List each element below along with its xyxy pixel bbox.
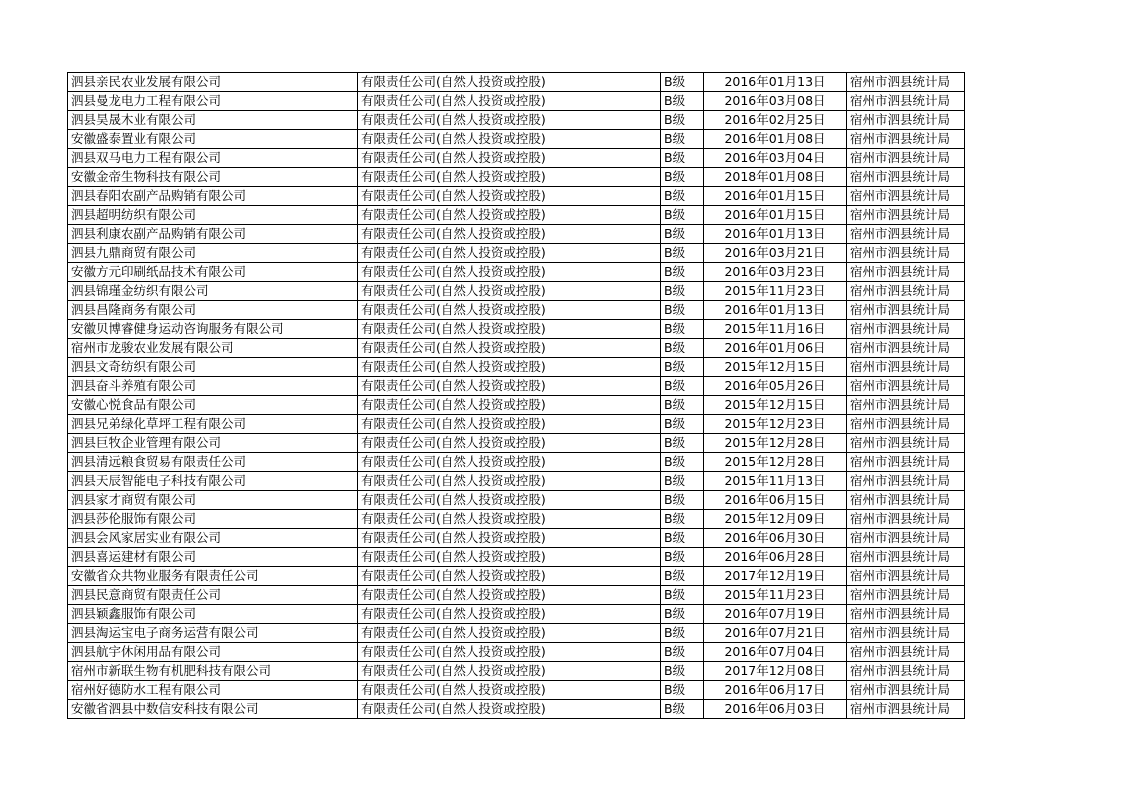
company-name-cell: 安徽省众共物业服务有限责任公司 — [68, 567, 358, 586]
rating-date-cell: 2015年12月15日 — [704, 396, 847, 415]
credit-grade-cell: B级 — [661, 73, 704, 92]
company-type-cell: 有限责任公司(自然人投资或控股) — [358, 339, 661, 358]
company-name-cell: 安徽方元印刷纸品技术有限公司 — [68, 263, 358, 282]
company-type-cell: 有限责任公司(自然人投资或控股) — [358, 73, 661, 92]
credit-grade-cell: B级 — [661, 358, 704, 377]
table-row — [68, 358, 965, 377]
issuing-office-cell: 宿州市泗县统计局 — [847, 643, 965, 662]
rating-date-cell: 2015年12月28日 — [704, 453, 847, 472]
table-row — [68, 187, 965, 206]
rating-date-cell: 2016年01月13日 — [704, 225, 847, 244]
table-row — [68, 206, 965, 225]
company-name-cell: 泗县奋斗养殖有限公司 — [68, 377, 358, 396]
company-name-cell: 泗县家才商贸有限公司 — [68, 491, 358, 510]
company-type-cell: 有限责任公司(自然人投资或控股) — [358, 358, 661, 377]
company-name-cell: 泗县双马电力工程有限公司 — [68, 149, 358, 168]
company-type-cell: 有限责任公司(自然人投资或控股) — [358, 662, 661, 681]
credit-grade-cell: B级 — [661, 662, 704, 681]
table-row — [68, 111, 965, 130]
table-row — [68, 662, 965, 681]
table-row — [68, 168, 965, 187]
company-name-cell: 泗县航宇休闲用品有限公司 — [68, 643, 358, 662]
credit-grade-cell: B级 — [661, 206, 704, 225]
company-type-cell: 有限责任公司(自然人投资或控股) — [358, 396, 661, 415]
credit-grade-cell: B级 — [661, 491, 704, 510]
credit-grade-cell: B级 — [661, 168, 704, 187]
issuing-office-cell: 宿州市泗县统计局 — [847, 510, 965, 529]
table-row — [68, 510, 965, 529]
credit-grade-cell: B级 — [661, 130, 704, 149]
credit-grade-cell: B级 — [661, 244, 704, 263]
rating-date-cell: 2017年12月08日 — [704, 662, 847, 681]
rating-date-cell: 2016年05月26日 — [704, 377, 847, 396]
company-type-cell: 有限责任公司(自然人投资或控股) — [358, 206, 661, 225]
rating-date-cell: 2016年06月15日 — [704, 491, 847, 510]
company-name-cell: 泗县莎伦服饰有限公司 — [68, 510, 358, 529]
issuing-office-cell: 宿州市泗县统计局 — [847, 225, 965, 244]
company-name-cell: 泗县民意商贸有限责任公司 — [68, 586, 358, 605]
table-row — [68, 263, 965, 282]
credit-grade-cell: B级 — [661, 111, 704, 130]
company-name-cell: 泗县清远粮食贸易有限责任公司 — [68, 453, 358, 472]
issuing-office-cell: 宿州市泗县统计局 — [847, 472, 965, 491]
company-name-cell: 安徽省泗县中数信安科技有限公司 — [68, 700, 358, 719]
issuing-office-cell: 宿州市泗县统计局 — [847, 111, 965, 130]
company-type-cell: 有限责任公司(自然人投资或控股) — [358, 111, 661, 130]
credit-grade-cell: B级 — [661, 700, 704, 719]
company-type-cell: 有限责任公司(自然人投资或控股) — [358, 586, 661, 605]
issuing-office-cell: 宿州市泗县统计局 — [847, 700, 965, 719]
table-row — [68, 282, 965, 301]
table-row — [68, 491, 965, 510]
credit-grade-cell: B级 — [661, 472, 704, 491]
table-row — [68, 700, 965, 719]
issuing-office-cell: 宿州市泗县统计局 — [847, 567, 965, 586]
company-type-cell: 有限责任公司(自然人投资或控股) — [358, 320, 661, 339]
company-type-cell: 有限责任公司(自然人投资或控股) — [358, 453, 661, 472]
rating-date-cell: 2016年01月13日 — [704, 73, 847, 92]
company-name-cell: 泗县颖鑫服饰有限公司 — [68, 605, 358, 624]
company-type-cell: 有限责任公司(自然人投资或控股) — [358, 681, 661, 700]
issuing-office-cell: 宿州市泗县统计局 — [847, 605, 965, 624]
rating-date-cell: 2018年01月08日 — [704, 168, 847, 187]
rating-date-cell: 2015年12月09日 — [704, 510, 847, 529]
company-name-cell: 安徽金帝生物科技有限公司 — [68, 168, 358, 187]
credit-grade-cell: B级 — [661, 529, 704, 548]
table-row — [68, 567, 965, 586]
rating-date-cell: 2016年03月04日 — [704, 149, 847, 168]
issuing-office-cell: 宿州市泗县统计局 — [847, 320, 965, 339]
issuing-office-cell: 宿州市泗县统计局 — [847, 92, 965, 111]
issuing-office-cell: 宿州市泗县统计局 — [847, 586, 965, 605]
rating-date-cell: 2016年03月23日 — [704, 263, 847, 282]
table-row — [68, 643, 965, 662]
company-type-cell: 有限责任公司(自然人投资或控股) — [358, 472, 661, 491]
issuing-office-cell: 宿州市泗县统计局 — [847, 301, 965, 320]
rating-date-cell: 2016年01月06日 — [704, 339, 847, 358]
company-type-cell: 有限责任公司(自然人投资或控股) — [358, 700, 661, 719]
credit-grade-cell: B级 — [661, 681, 704, 700]
company-name-cell: 安徽贝博睿健身运动咨询服务有限公司 — [68, 320, 358, 339]
rating-date-cell: 2016年01月15日 — [704, 187, 847, 206]
company-name-cell: 泗县亲民农业发展有限公司 — [68, 73, 358, 92]
company-name-cell: 安徽心悦食品有限公司 — [68, 396, 358, 415]
table-row — [68, 605, 965, 624]
table-row — [68, 130, 965, 149]
table-row — [68, 586, 965, 605]
company-name-cell: 泗县会风家居实业有限公司 — [68, 529, 358, 548]
company-type-cell: 有限责任公司(自然人投资或控股) — [358, 529, 661, 548]
issuing-office-cell: 宿州市泗县统计局 — [847, 415, 965, 434]
credit-grade-cell: B级 — [661, 396, 704, 415]
table-row — [68, 244, 965, 263]
company-name-cell: 宿州好德防水工程有限公司 — [68, 681, 358, 700]
rating-date-cell: 2016年06月17日 — [704, 681, 847, 700]
company-type-cell: 有限责任公司(自然人投资或控股) — [358, 434, 661, 453]
issuing-office-cell: 宿州市泗县统计局 — [847, 168, 965, 187]
issuing-office-cell: 宿州市泗县统计局 — [847, 282, 965, 301]
table-row — [68, 529, 965, 548]
company-credit-table — [67, 72, 965, 719]
company-name-cell: 泗县喜运建材有限公司 — [68, 548, 358, 567]
company-name-cell: 泗县巨牧企业管理有限公司 — [68, 434, 358, 453]
issuing-office-cell: 宿州市泗县统计局 — [847, 434, 965, 453]
company-type-cell: 有限责任公司(自然人投资或控股) — [358, 149, 661, 168]
rating-date-cell: 2016年01月13日 — [704, 301, 847, 320]
company-name-cell: 泗县锦瑾金纺织有限公司 — [68, 282, 358, 301]
credit-grade-cell: B级 — [661, 187, 704, 206]
credit-grade-cell: B级 — [661, 434, 704, 453]
table-row — [68, 339, 965, 358]
table-row — [68, 225, 965, 244]
company-name-cell: 泗县兄弟绿化草坪工程有限公司 — [68, 415, 358, 434]
company-name-cell: 宿州市新联生物有机肥科技有限公司 — [68, 662, 358, 681]
company-type-cell: 有限责任公司(自然人投资或控股) — [358, 282, 661, 301]
credit-grade-cell: B级 — [661, 586, 704, 605]
issuing-office-cell: 宿州市泗县统计局 — [847, 662, 965, 681]
table-row — [68, 301, 965, 320]
company-type-cell: 有限责任公司(自然人投资或控股) — [358, 168, 661, 187]
credit-grade-cell: B级 — [661, 548, 704, 567]
company-name-cell: 泗县昊晟木业有限公司 — [68, 111, 358, 130]
credit-grade-cell: B级 — [661, 282, 704, 301]
table-row — [68, 73, 965, 92]
table-row — [68, 396, 965, 415]
issuing-office-cell: 宿州市泗县统计局 — [847, 491, 965, 510]
credit-grade-cell: B级 — [661, 301, 704, 320]
company-name-cell: 泗县利康农副产品购销有限公司 — [68, 225, 358, 244]
table-row — [68, 548, 965, 567]
company-name-cell: 泗县九鼎商贸有限公司 — [68, 244, 358, 263]
company-name-cell: 泗县超明纺织有限公司 — [68, 206, 358, 225]
company-type-cell: 有限责任公司(自然人投资或控股) — [358, 605, 661, 624]
credit-grade-cell: B级 — [661, 149, 704, 168]
credit-grade-cell: B级 — [661, 339, 704, 358]
rating-date-cell: 2015年12月15日 — [704, 358, 847, 377]
credit-grade-cell: B级 — [661, 605, 704, 624]
issuing-office-cell: 宿州市泗县统计局 — [847, 548, 965, 567]
credit-grade-cell: B级 — [661, 225, 704, 244]
table-row — [68, 472, 965, 491]
issuing-office-cell: 宿州市泗县统计局 — [847, 529, 965, 548]
rating-date-cell: 2016年06月28日 — [704, 548, 847, 567]
company-type-cell: 有限责任公司(自然人投资或控股) — [358, 244, 661, 263]
company-name-cell: 泗县昌隆商务有限公司 — [68, 301, 358, 320]
company-type-cell: 有限责任公司(自然人投资或控股) — [358, 624, 661, 643]
issuing-office-cell: 宿州市泗县统计局 — [847, 339, 965, 358]
table-row — [68, 377, 965, 396]
rating-date-cell: 2015年11月16日 — [704, 320, 847, 339]
company-type-cell: 有限责任公司(自然人投资或控股) — [358, 187, 661, 206]
company-type-cell: 有限责任公司(自然人投资或控股) — [358, 263, 661, 282]
company-type-cell: 有限责任公司(自然人投资或控股) — [358, 643, 661, 662]
issuing-office-cell: 宿州市泗县统计局 — [847, 624, 965, 643]
table-body — [68, 73, 965, 719]
company-name-cell: 安徽盛泰置业有限公司 — [68, 130, 358, 149]
rating-date-cell: 2016年01月15日 — [704, 206, 847, 225]
company-type-cell: 有限责任公司(自然人投资或控股) — [358, 301, 661, 320]
issuing-office-cell: 宿州市泗县统计局 — [847, 187, 965, 206]
credit-grade-cell: B级 — [661, 320, 704, 339]
company-type-cell: 有限责任公司(自然人投资或控股) — [358, 567, 661, 586]
rating-date-cell: 2015年11月13日 — [704, 472, 847, 491]
company-name-cell: 泗县天辰智能电子科技有限公司 — [68, 472, 358, 491]
issuing-office-cell: 宿州市泗县统计局 — [847, 149, 965, 168]
company-name-cell: 泗县淘运宝电子商务运营有限公司 — [68, 624, 358, 643]
table-row — [68, 624, 965, 643]
credit-grade-cell: B级 — [661, 453, 704, 472]
credit-grade-cell: B级 — [661, 92, 704, 111]
company-type-cell: 有限责任公司(自然人投资或控股) — [358, 491, 661, 510]
issuing-office-cell: 宿州市泗县统计局 — [847, 453, 965, 472]
rating-date-cell: 2015年11月23日 — [704, 282, 847, 301]
rating-date-cell: 2017年12月19日 — [704, 567, 847, 586]
company-name-cell: 泗县春阳农副产品购销有限公司 — [68, 187, 358, 206]
table-row — [68, 681, 965, 700]
rating-date-cell: 2016年06月03日 — [704, 700, 847, 719]
company-name-cell: 宿州市龙骏农业发展有限公司 — [68, 339, 358, 358]
rating-date-cell: 2015年12月28日 — [704, 434, 847, 453]
issuing-office-cell: 宿州市泗县统计局 — [847, 396, 965, 415]
table-row — [68, 92, 965, 111]
company-type-cell: 有限责任公司(自然人投资或控股) — [358, 92, 661, 111]
issuing-office-cell: 宿州市泗县统计局 — [847, 358, 965, 377]
rating-date-cell: 2016年03月08日 — [704, 92, 847, 111]
credit-grade-cell: B级 — [661, 263, 704, 282]
company-type-cell: 有限责任公司(自然人投资或控股) — [358, 377, 661, 396]
rating-date-cell: 2016年07月19日 — [704, 605, 847, 624]
rating-date-cell: 2016年03月21日 — [704, 244, 847, 263]
credit-grade-cell: B级 — [661, 415, 704, 434]
credit-grade-cell: B级 — [661, 510, 704, 529]
credit-grade-cell: B级 — [661, 567, 704, 586]
company-name-cell: 泗县曼龙电力工程有限公司 — [68, 92, 358, 111]
issuing-office-cell: 宿州市泗县统计局 — [847, 377, 965, 396]
rating-date-cell: 2016年07月21日 — [704, 624, 847, 643]
table-row — [68, 320, 965, 339]
credit-grade-cell: B级 — [661, 377, 704, 396]
company-type-cell: 有限责任公司(自然人投资或控股) — [358, 548, 661, 567]
credit-grade-cell: B级 — [661, 624, 704, 643]
issuing-office-cell: 宿州市泗县统计局 — [847, 206, 965, 225]
issuing-office-cell: 宿州市泗县统计局 — [847, 263, 965, 282]
company-type-cell: 有限责任公司(自然人投资或控股) — [358, 225, 661, 244]
rating-date-cell: 2015年12月23日 — [704, 415, 847, 434]
table-row — [68, 149, 965, 168]
rating-date-cell: 2016年06月30日 — [704, 529, 847, 548]
issuing-office-cell: 宿州市泗县统计局 — [847, 681, 965, 700]
rating-date-cell: 2016年01月08日 — [704, 130, 847, 149]
issuing-office-cell: 宿州市泗县统计局 — [847, 244, 965, 263]
company-type-cell: 有限责任公司(自然人投资或控股) — [358, 415, 661, 434]
rating-date-cell: 2016年07月04日 — [704, 643, 847, 662]
table-row — [68, 415, 965, 434]
company-type-cell: 有限责任公司(自然人投资或控股) — [358, 510, 661, 529]
credit-grade-cell: B级 — [661, 643, 704, 662]
rating-date-cell: 2016年02月25日 — [704, 111, 847, 130]
table-row — [68, 453, 965, 472]
issuing-office-cell: 宿州市泗县统计局 — [847, 73, 965, 92]
rating-date-cell: 2015年11月23日 — [704, 586, 847, 605]
issuing-office-cell: 宿州市泗县统计局 — [847, 130, 965, 149]
company-type-cell: 有限责任公司(自然人投资或控股) — [358, 130, 661, 149]
company-name-cell: 泗县文奇纺织有限公司 — [68, 358, 358, 377]
table-row — [68, 434, 965, 453]
